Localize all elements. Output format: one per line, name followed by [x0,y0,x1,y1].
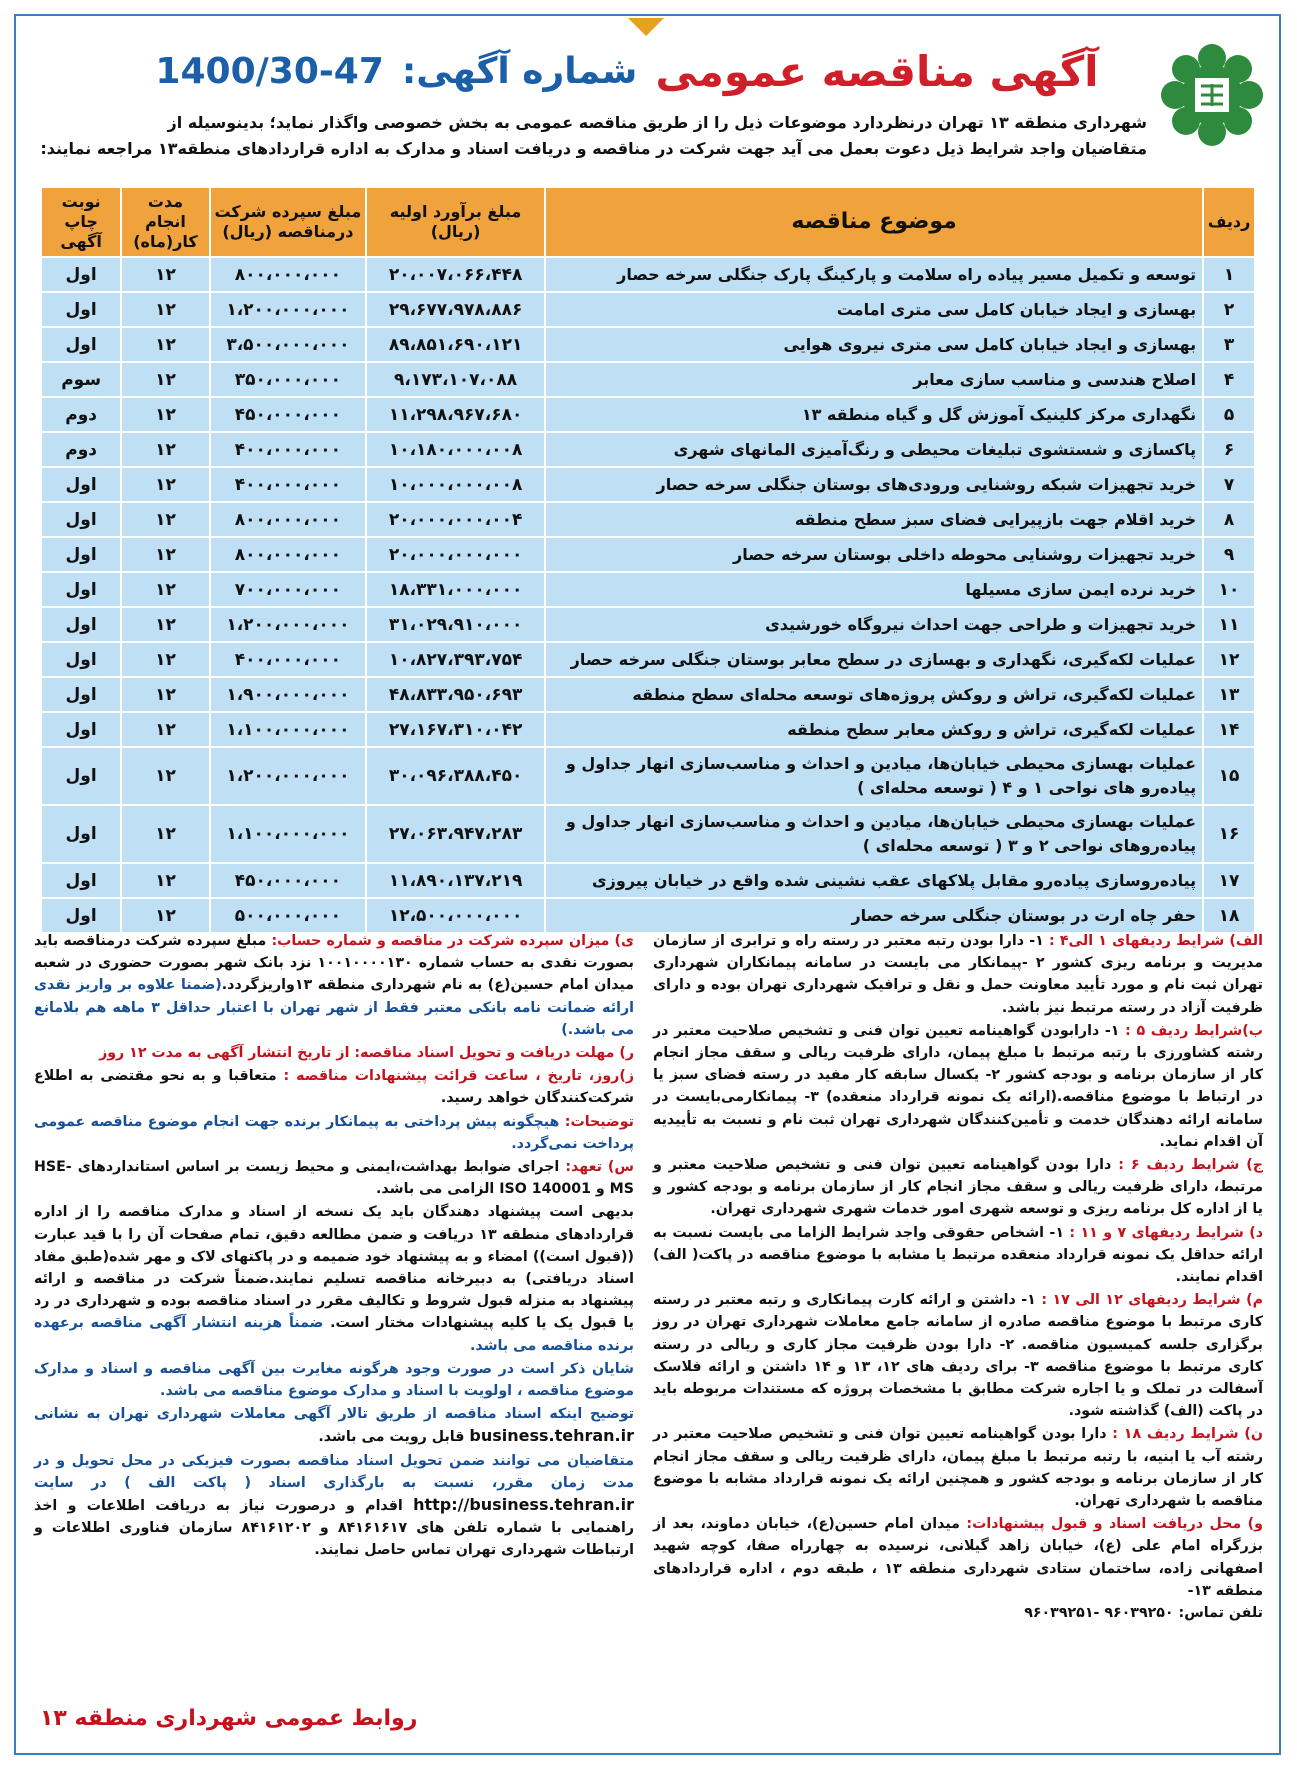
print-round-cell: اول [42,806,120,862]
deposit-cell: ۵۰۰،۰۰۰،۰۰۰ [211,899,365,932]
estimate-cell: ۲۷،۰۶۳،۹۴۷،۲۸۳ [367,806,544,862]
business-url-link[interactable]: business.tehran.ir [469,1426,634,1446]
body-text-3: توضیح اینکه اسناد مناقصه از طریق تالار آگهی معاملات شهرداری تهران به نشانی [34,1406,634,1423]
deadline-text: از تاریخ انتشار آگهی به مدت ۱۲ روز [99,1045,350,1062]
row-number-cell: ۷ [1204,468,1254,501]
row-number-cell: ۱۶ [1204,806,1254,862]
body-text-1-bold: ضمناً هزینه انتشار آگهی مناقصه برعهده برنده مناقصه می باشد. [34,1315,634,1354]
deposit-cell: ۸۰۰،۰۰۰،۰۰۰ [211,503,365,536]
deadline-title: ر) مهلت دریافت و تحویل اسناد مناقصه: [354,1045,634,1062]
condition-c-text: دارا بودن گواهینامه تعیین توان فنی و تشخیص صلاحیت معتبر و مرتبط، دارای ظرفیت ریالی و سقف مجاز انجام کار از سازمان برنامه و بودجه کشور و یا از اداره کل برنامه ریزی و توسعه شهری امور خدمات شهری شهرداری تهران. [653,1157,1263,1218]
top-notch [628,18,664,36]
condition-v-title: و) محل دریافت اسناد و قبول پیشنهادات: [966,1516,1263,1533]
estimate-cell: ۳۰،۰۹۶،۳۸۸،۴۵۰ [367,748,544,804]
row-number-cell: ۱۸ [1204,899,1254,932]
row-number-cell: ۱۱ [1204,608,1254,641]
row-number-cell: ۵ [1204,398,1254,431]
estimate-cell: ۱۱،۲۹۸،۹۶۷،۶۸۰ [367,398,544,431]
header-row-number: ردیف [1204,188,1254,256]
estimate-cell: ۲۰،۰۰۰،۰۰۰،۰۰۴ [367,503,544,536]
ad-title [107,36,1147,106]
condition-v [653,1513,1263,1624]
condition-d [653,1222,1263,1289]
condition-n-title: ن) شرایط ردیف ۱۸ : [1112,1426,1263,1443]
row-number-cell: ۱ [1204,258,1254,291]
condition-m [653,1289,1263,1422]
duration-cell: ۱۲ [122,713,208,746]
subject-cell: عملیات لکه‌گیری، تراش و روکش معابر سطح منطقه [546,713,1202,746]
deposit-cell: ۱،۲۰۰،۰۰۰،۰۰۰ [211,608,365,641]
estimate-cell: ۲۹،۶۷۷،۹۷۸،۸۸۶ [367,293,544,326]
subject-cell: عملیات لکه‌گیری، تراش و روکش پروژه‌های توسعه محله‌ای سطح منطقه [546,678,1202,711]
print-round-cell: اول [42,748,120,804]
subject-cell: بهسازی و ایجاد خیابان کامل سی متری نیروی هوایی [546,328,1202,361]
subject-cell: خرید اقلام جهت بازپیرایی فضای سبز سطح منطقه [546,503,1202,536]
contact-phone: تلفن تماس: ۹۶۰۳۹۲۵۰ -۹۶۰۳۹۲۵۱ [1024,1605,1263,1622]
opening-section [34,1065,634,1109]
deposit-note: (ضمنا علاوه بر واریز نقدی ارائه ضمانت نامه بانکی معتبر فقط از شهر تهران با اعتبار حداقل ۳ ماهه هم بلامانع می باشد.) [34,977,635,1038]
condition-v-text: میدان امام حسین(ع)، خیابان دماوند، بعد از بزرگراه امام علی (ع)، خیابان زاهد گیلانی، نرسیده به چهارراه صفا، کوچه شهید اصفهانی زاده، ساختمان ستادی شهرداری منطقه ۱۳ ، طبقه دوم ، اداره قراردادهای منطقه ۱۳- [653,1516,1264,1599]
condition-b-title: ب)شرایط ردیف ۵ : [1125,1022,1263,1039]
row-number-cell: ۳ [1204,328,1254,361]
deposit-cell: ۱،۲۰۰،۰۰۰،۰۰۰ [211,748,365,804]
print-round-cell: اول [42,503,120,536]
table-header-row [42,188,1254,256]
print-round-cell: اول [42,864,120,897]
print-round-cell: اول [42,573,120,606]
duration-cell: ۱۲ [122,328,208,361]
subject-cell: خرید تجهیزات شبکه روشنایی ورودی‌های بوستان جنگلی سرخه حصار [546,468,1202,501]
row-number-cell: ۶ [1204,433,1254,466]
subject-cell: خرید نرده ایمن سازی مسیلها [546,573,1202,606]
opening-text: متعاقبا و به نحو مقتضی به اطلاع شرکت‌کنندگان خواهد رسید. [34,1068,634,1107]
estimate-cell: ۲۷،۱۶۷،۳۱۰،۰۴۲ [367,713,544,746]
print-round-cell: اول [42,538,120,571]
subject-cell: اصلاح هندسی و مناسب سازی معابر [546,363,1202,396]
body-paragraph-2 [34,1358,634,1402]
commitment-text: اجرای ضوابط بهداشت،ایمنی و محیط زیست بر اساس استانداردهای HSE-MS و ISO 140001 الزامی می باشد. [34,1159,634,1198]
deposit-cell: ۷۰۰،۰۰۰،۰۰۰ [211,573,365,606]
notes-text: هیچگونه پیش پرداختی به پیمانکار برنده جهت انجام موضوع مناقصه عمومی پرداخت نمی‌گردد. [34,1113,634,1152]
print-round-cell: اول [42,328,120,361]
table-row [42,363,1254,396]
deposit-cell: ۱،۲۰۰،۰۰۰،۰۰۰ [211,293,365,326]
estimate-cell: ۱۰،۱۸۰،۰۰۰،۰۰۸ [367,433,544,466]
condition-m-title: م) شرایط ردیفهای ۱۲ الی ۱۷ : [1041,1292,1263,1309]
deposit-cell: ۴۰۰،۰۰۰،۰۰۰ [211,468,365,501]
subject-cell: عملیات لکه‌گیری، نگهداری و بهسازی در سطح معابر بوستان جنگلی سرخه حصار [546,643,1202,676]
table-row [42,713,1254,746]
table-row [42,258,1254,291]
header-subject: موضوع مناقصه [546,188,1202,256]
commitment-section [34,1156,634,1200]
body-paragraph-1 [34,1201,634,1356]
row-number-cell: ۱۴ [1204,713,1254,746]
table-row [42,864,1254,897]
estimate-cell: ۲۰،۰۰۰،۰۰۰،۰۰۰ [367,538,544,571]
deposit-text: مبلغ سپرده شرکت درمناقصه باید بصورت نقدی به حساب شماره ۱۰۰۱۰۰۰۰۱۳۰ نزد بانک شهر بصورت حضوری در شعبه میدان امام حسین(ع) به نام شهرداری منطقه ۱۳واریزگردد. [34,933,634,994]
table-row [42,608,1254,641]
condition-c [653,1154,1263,1221]
condition-a-title: الف) شرایط ردیفهای ۱ الی۴ : [1048,933,1263,949]
org-name: شهرداری منطقه ۱۳ تهران [938,113,1147,132]
deposit-cell: ۱،۱۰۰،۰۰۰،۰۰۰ [211,806,365,862]
table-row [42,328,1254,361]
table-row [42,468,1254,501]
deposit-cell: ۸۰۰،۰۰۰،۰۰۰ [211,258,365,291]
table-row [42,293,1254,326]
deposit-cell: ۱،۹۰۰،۰۰۰،۰۰۰ [211,678,365,711]
duration-cell: ۱۲ [122,643,208,676]
deposit-title: ی) میزان سپرده شرکت در مناقصه و شماره حساب: [271,933,634,949]
subject-cell: عملیات بهسازی محیطی خیابان‌ها، میادین و احداث و مناسب‌سازی انهار جداول و پیاده‌رو های نواحی ۱ و ۴ ( توسعه محله‌ای ) [546,748,1202,804]
subject-cell: پاکسازی و شستشوی تبلیغات محیطی و رنگ‌آمیزی المانهای شهری [546,433,1202,466]
print-round-cell: دوم [42,433,120,466]
duration-cell: ۱۲ [122,363,208,396]
subject-cell: نگهداری مرکز کلینیک آموزش گل و گیاه منطقه ۱۳ [546,398,1202,431]
table-row [42,503,1254,536]
intro-paragraph [40,110,1147,162]
estimate-cell: ۱۸،۳۳۱،۰۰۰،۰۰۰ [367,573,544,606]
row-number-cell: ۱۵ [1204,748,1254,804]
duration-cell: ۱۲ [122,806,208,862]
deposit-cell: ۴۵۰،۰۰۰،۰۰۰ [211,864,365,897]
estimate-cell: ۲۰،۰۰۷،۰۶۶،۴۴۸ [367,258,544,291]
table-row [42,678,1254,711]
ad-number-label: شماره آگهی: [401,50,638,92]
print-round-cell: اول [42,713,120,746]
print-round-cell: اول [42,678,120,711]
table-row [42,433,1254,466]
table-row [42,748,1254,804]
deposit-cell: ۴۵۰،۰۰۰،۰۰۰ [211,398,365,431]
condition-m-text: ۱- داشتن و ارائه کارت پیمانکاری و رتبه معتبر در رسته کاری مرتبط با موضوع مناقصه صادره از سامانه جامع معاملات شهرداری تهران در روز برگزاری جلسه کمیسیون مناقصه. ۲- دارا بودن ظرفیت مجاز کاری و ریالی در رسته کاری مرتبط با موضوع مناقصه ۳- برای ردیف های ۱۲، ۱۳ و ۱۴ داشتن و ارائه فلاسک آسفالت در تملک و یا اجاره شرکت مطابق با مشخصات پروژه که مستندات مربوطه باید در پاکت (الف) گذاشته شود. [653,1292,1263,1420]
condition-d-title: د) شرایط ردیفهای ۷ و ۱۱ : [1069,1224,1263,1241]
row-number-cell: ۴ [1204,363,1254,396]
row-number-cell: ۱۰ [1204,573,1254,606]
subject-cell: توسعه و تکمیل مسیر پیاده راه سلامت و پارکینگ پارک جنگلی سرخه حصار [546,258,1202,291]
print-round-cell: دوم [42,398,120,431]
condition-d-text: ۱- اشخاص حقوقی واجد شرایط الزاما می بایست نسبت به ارائه حداقل یک نمونه قرارداد منعقده مرتبط یا مشابه با موضوع مناقصه در پاکت( الف) اقدام نمایند. [653,1224,1263,1286]
estimate-cell: ۳۱،۰۲۹،۹۱۰،۰۰۰ [367,608,544,641]
table-row [42,899,1254,932]
deadline-section [34,1042,634,1064]
condition-n [653,1423,1263,1512]
row-number-cell: ۱۳ [1204,678,1254,711]
duration-cell: ۱۲ [122,538,208,571]
table-row [42,643,1254,676]
estimate-cell: ۹،۱۷۳،۱۰۷،۰۸۸ [367,363,544,396]
table-row [42,538,1254,571]
print-round-cell: اول [42,293,120,326]
table-row [42,398,1254,431]
header-duration: مدت انجام کار(ماه) [122,188,208,256]
tehran-municipality-logo [1157,40,1267,150]
duration-cell: ۱۲ [122,398,208,431]
print-round-cell: اول [42,258,120,291]
condition-a-text: ۱- دارا بودن رتبه معتبر در رسته راه و ترابری از سازمان مدیریت و برنامه ریزی کشور ۲ -پیمانکار می بایست در سامانه پیمانکاران شهرداری تهران ثبت نام و مورد تأیید معاونت حمل و نقل و ترافیک شهرداری تهران بوده و دارای ظرفیت آزاد در رسته مرتبط نیز باشد. [653,933,1263,1016]
estimate-cell: ۱۱،۸۹۰،۱۳۷،۲۱۹ [367,864,544,897]
deposit-cell: ۱،۱۰۰،۰۰۰،۰۰۰ [211,713,365,746]
intro-line-2: متقاضیان واجد شرایط ذیل دعوت بعمل می آید جهت شرکت در مناقصه و دریافت اسناد و مدارک به اداره قراردادهای منطقه۱۳ مراجعه نمایند: [40,139,1147,158]
body-paragraph-3 [34,1403,634,1448]
title-text: آگهی مناقصه عمومی [655,46,1099,96]
body-text-2: شایان ذکر است در صورت وجود هرگونه مغایرت بین آگهی مناقصه و اسناد و مدارک موضوع مناقصه ، اولویت با اسناد و مدارک موضوع مناقصه می باشد. [34,1360,634,1400]
duration-cell: ۱۲ [122,748,208,804]
deposit-cell: ۴۰۰،۰۰۰،۰۰۰ [211,643,365,676]
duration-cell: ۱۲ [122,293,208,326]
tender-table [40,186,1256,934]
condition-b [653,1020,1263,1153]
condition-n-text: دارا بودن گواهینامه تعیین توان فنی و تشخیص صلاحیت معتبر در رشته آب یا ابنیه، با رتبه مرتبط با مبلغ پیمان، دارای ظرفیت ریالی و سقف مجاز انجام کار از سازمان برنامه و بودجه کشور و همچنین ارائه یک نمونه قرارداد مشابه با موضوع مناقصه با شهرداری تهران. [653,1426,1263,1510]
conditions-left-column [34,930,634,1563]
condition-c-title: ج) شرایط ردیف ۶ : [1118,1157,1263,1174]
table-row [42,806,1254,862]
footer-signature: روابط عمومی شهرداری منطقه ۱۳ [40,1706,418,1731]
notes-section [34,1111,634,1155]
opening-title: ز)روز، تاریخ ، ساعت قرائت پیشنهادات مناقصه : [283,1068,634,1085]
commitment-title: س) تعهد: [565,1159,634,1176]
condition-a [653,930,1263,1019]
row-number-cell: ۱۲ [1204,643,1254,676]
duration-cell: ۱۲ [122,608,208,641]
subject-cell: پیاده‌روسازی پیاده‌رو مقابل پلاکهای عقب نشینی شده واقع در خیابان پیروزی [546,864,1202,897]
deposit-cell: ۸۰۰،۰۰۰،۰۰۰ [211,538,365,571]
header-print-round: نوبت چاپ آگهی [42,188,120,256]
ad-number: 1400/30-47 [155,50,384,92]
body-text-4-end: اقدام و درصورت نیاز به دریافت اطلاعات و اخذ راهنمایی با شماره تلفن های ۸۴۱۶۱۶۱۷ و ۸۴۱۶۱۲۰۲ سازمان فناوری اطلاعات و ارتباطات شهرداری تهران تماس حاصل نمایند. [34,1498,634,1559]
print-round-cell: سوم [42,363,120,396]
print-round-cell: اول [42,468,120,501]
duration-cell: ۱۲ [122,864,208,897]
subject-cell: حفر چاه ارت در بوستان جنگلی سرخه حصار [546,899,1202,932]
body-text-1: بدیهی است پیشنهاد دهندگان باید یک نسخه از اسناد و مدارک مناقصه را از اداره قراردادهای منطقه ۱۳ دریافت و ضمن مطالعه دقیق، تمام صفحات آن را با قید عبارت ((قبول است)) امضاء و به پیشنهاد خود ضمیمه و در پاکتهای لاک و مهر شده(طبق مفاد اسناد دریافتی) به دبیرخانه مناقصه تسلیم نمایند.ضمناً شرکت در مناقصه و ارائه پیشنهاد به منزله قبول شروط و تکالیف مقرر در اسناد مناقصه بوده و شهرداری در رد یا قبول یک یا کلیه پیشنهادات مختار است. [34,1204,634,1332]
conditions-right-column [653,930,1263,1625]
subject-cell: خرید تجهیزات و طراحی جهت احداث نیروگاه خورشیدی [546,608,1202,641]
intro-line-1: درنظردارد موضوعات ذیل را از طریق مناقصه عمومی به بخش خصوصی واگذار نماید؛ بدینوسیله از [167,113,933,132]
row-number-cell: ۸ [1204,503,1254,536]
row-number-cell: ۹ [1204,538,1254,571]
duration-cell: ۱۲ [122,258,208,291]
duration-cell: ۱۲ [122,678,208,711]
deposit-cell: ۴۰۰،۰۰۰،۰۰۰ [211,433,365,466]
deposit-cell: ۳،۵۰۰،۰۰۰،۰۰۰ [211,328,365,361]
subject-cell: عملیات بهسازی محیطی خیابان‌ها، میادین و احداث و مناسب‌سازی انهار جداول و پیاده‌روهای نواحی ۲ و ۳ ( توسعه محله‌ای ) [546,806,1202,862]
table-row [42,573,1254,606]
duration-cell: ۱۲ [122,503,208,536]
business-url-link-2[interactable]: http://business.tehran.ir [413,1495,634,1515]
subject-cell: خرید تجهیزات روشنایی محوطه داخلی بوستان سرخه حصار [546,538,1202,571]
estimate-cell: ۴۸،۸۳۳،۹۵۰،۶۹۳ [367,678,544,711]
print-round-cell: اول [42,899,120,932]
body-text-4: متقاضیان می توانند ضمن تحویل اسناد مناقصه بصورت فیزیکی در محل تحویل و در مدت زمان مقرر، نسبت به بارگذاری اسناد ( پاکت الف ) در سایت [34,1452,634,1491]
deposit-cell: ۳۵۰،۰۰۰،۰۰۰ [211,363,365,396]
estimate-cell: ۱۰،۸۲۷،۳۹۳،۷۵۴ [367,643,544,676]
deposit-section [34,930,634,1041]
condition-b-text: ۱- دارابودن گواهینامه تعیین توان فنی و تشخیص صلاحیت معتبر در رشته کشاورزی با رتبه مرتبط با مبلغ پیمان، دارای ظرفیت ریالی و سقف مجاز انجام کار از سازمان برنامه و بودجه کشور ۲- یکسال سابقه کار مفید در رسته فضای سبز یا در ارتباط با موضوع مناقصه.(ارائه یک نمونه قرارداد منعقده) ۳- پیمانکارمی‌بایست در سامانه ارائه دهندگان خدمت و تأمین‌کنندگان شهرداری تهران ثبت نام و نسبت به تأییدیه آن اقدام نماید. [653,1022,1263,1150]
notes-title: توضیحات: [564,1113,634,1130]
estimate-cell: ۱۰،۰۰۰،۰۰۰،۰۰۸ [367,468,544,501]
body-paragraph-4 [34,1450,634,1562]
header-estimate: مبلغ برآورد اولیه (ریال) [367,188,544,256]
estimate-cell: ۱۲،۵۰۰،۰۰۰،۰۰۰ [367,899,544,932]
subject-cell: بهسازی و ایجاد خیابان کامل سی متری امامت [546,293,1202,326]
header-deposit: مبلغ سپرده شرکت درمناقصه (ریال) [211,188,365,256]
estimate-cell: ۸۹،۸۵۱،۶۹۰،۱۲۱ [367,328,544,361]
duration-cell: ۱۲ [122,899,208,932]
duration-cell: ۱۲ [122,573,208,606]
print-round-cell: اول [42,643,120,676]
duration-cell: ۱۲ [122,468,208,501]
duration-cell: ۱۲ [122,433,208,466]
row-number-cell: ۲ [1204,293,1254,326]
body-text-3-end: قابل رویت می باشد. [318,1429,465,1446]
print-round-cell: اول [42,608,120,641]
row-number-cell: ۱۷ [1204,864,1254,897]
